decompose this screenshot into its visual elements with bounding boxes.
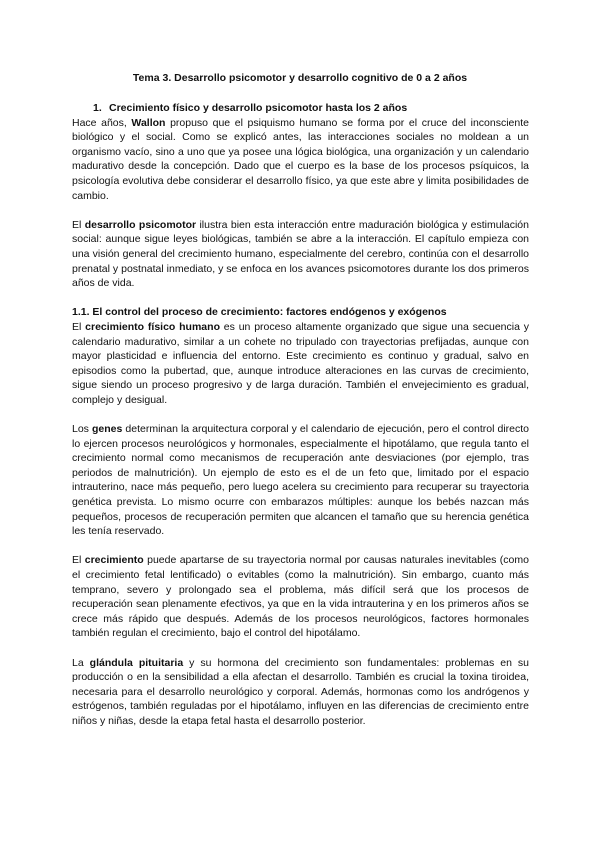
paragraph-text: Los [72,423,92,436]
paragraph-wallon [72,116,529,204]
paragraph-text: determinan la arquitectura corporal y el calendario de ejecución, pero el control directo lo ejercen procesos neurológicos y hormonales, especialmente el hipotálamo, que regula tanto el crecimiento normal como mecanismos de recuperación ante desviaciones (por ejemplo, tras periodos de malnutrición). Un ejemplo de esto es el de un feto que, limitado por el espacio intrauterino, nace más pequeño, pero luego acelera su crecimiento para recuperar su trayectoria genética prevista. Lo mismo ocurre con embarazos múltiples: aunque los bebés nazcan más pequeños, procesos de recuperación permiten que alcancen el tamaño que su herencia genética les tenía reservado. [72,423,529,538]
spacer [72,407,529,422]
paragraph-genes [72,422,529,539]
bold-term: desarrollo psicomotor [84,218,197,231]
bold-term: crecimiento [84,554,144,567]
section-1-1-heading: 1.1. El control del proceso de crecimiento: factores endógenos y exógenos [72,306,447,319]
paragraph-text: La [72,656,90,669]
document-body [72,101,529,729]
section-1-number: 1. [93,102,102,114]
bold-term: glándula pituitaria [89,656,184,669]
bold-term: genes [91,423,123,436]
section-1-heading [72,101,529,116]
paragraph-crecimiento-fisico [72,320,529,408]
paragraph-text: Hace años, [72,116,132,129]
paragraph-text: El [72,320,86,333]
paragraph-text: El [72,554,85,567]
paragraph-text: propuso que el psiquismo humano se forma por el cruce del inconsciente biológico y el social. Como se explicó antes, las interacciones sociales no moldean a un organismo vacío, sino a uno que ya posee una lógica biológica, una organización y un calendario madurativo desde la concepción. Dado que el cuerpo es la base de los procesos psíquicos, la psicología evolutiva debe considerar el desarrollo físico, ya que este abre y limita posibilidades de cambio. [72,116,529,202]
paragraph-text: es un proceso altamente organizado que sigue una secuencia y calendario madurativo, similar a un cohete no tripulado con trayectorias prefijadas, aunque con mayor plasticidad e influencia del entorno. Este crecimiento es continuo y gradual, salvo en episodios como la pubertad, que, aunque introduce alteraciones en las curvas de crecimiento, sigue siendo un proceso progresivo y de larga duración. También el envejecimiento es gradual, complejo y desigual. [72,320,529,406]
paragraph-text: y su hormona del crecimiento son fundamentales: problemas en su producción o en la sensibilidad a ella afectan el desarrollo. También es crucial la toxina tiroidea, necesaria para el desarrollo neurológico y corporal. Además, hormonas como los andrógenos y estrógenos, también reguladas por el hipotálamo, influyen en las diferencias de crecimiento entre niños y niñas, desde la etapa fetal hasta el desarrollo posterior. [72,656,529,727]
bold-term: Wallon [131,116,166,129]
spacer [72,641,529,656]
section-1-title: Crecimiento físico y desarrollo psicomotor hasta los 2 años [109,102,408,114]
paragraph-text: ilustra bien esta interacción entre maduración biológica y estimulación social: aunque sigue leyes biológicas, también se abre a la interacción. El capítulo empieza con una visión general del crecimiento humano, especialmente del cerebro, continúa con el desarrollo prenatal y postnatal inmediato, y se enfoca en los avances psicomotores durante los dos primeros años de vida. [72,218,529,290]
paragraph-desarrollo-psicomotor [72,218,529,291]
bold-term: crecimiento físico humano [85,320,220,333]
spacer [72,291,529,306]
spacer [72,539,529,554]
paragraph-text: El [72,218,85,231]
document-title: Tema 3. Desarrollo psicomotor y desarrollo cognitivo de 0 a 2 años [132,72,468,84]
paragraph-glandula-pituitaria [72,656,529,729]
paragraph-crecimiento [72,553,529,641]
paragraph-text: puede apartarse de su trayectoria normal por causas naturales inevitables (como el crecimiento fetal lentificado) o evitables (como la malnutrición). Sin embargo, cuanto más temprano, severo y prolongado sea el problema, más difícil será que los procesos de recuperación sean plenamente efectivos, ya que en la vida intrauterina y en los primeros años se crece más rápido que después. Además de los procesos neurológicos, factores hormonales también regulan el crecimiento, bajo el control del hipotálamo. [72,554,529,640]
spacer [72,203,529,218]
